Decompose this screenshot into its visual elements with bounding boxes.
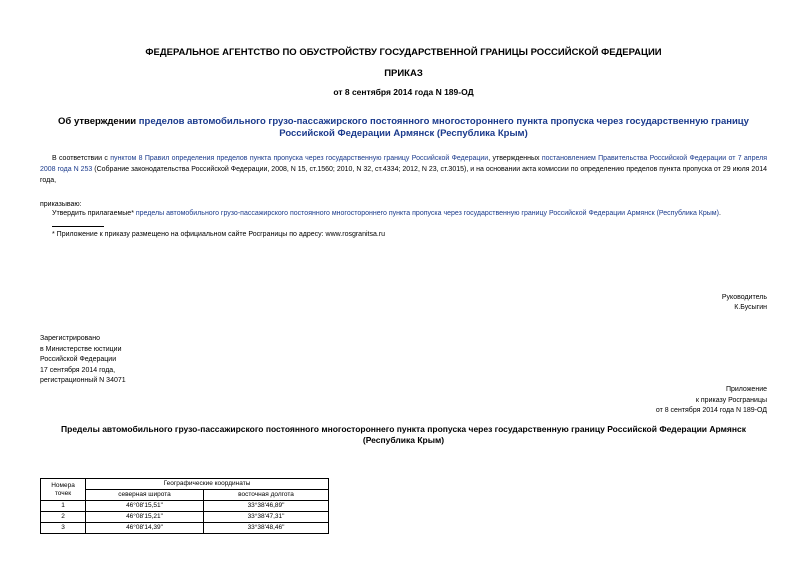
- preamble-text-c: (Собрание законодательства Российской Федерации, 2008, N 15, ст.1560; 2010, N 32, ст.4334; 2012, N 23, ст.3015), и на основании акта комиссии по определению пределов пункта пропуска от 29 июля 2014 года,: [40, 166, 767, 184]
- table-row: [41, 512, 329, 523]
- preamble-text-a: В соответствии с: [52, 155, 111, 162]
- point-number: 3: [41, 523, 86, 534]
- latitude-value: 46°08'15,21": [86, 512, 204, 523]
- subject-link[interactable]: пределов автомобильного грузо-пассажирского постоянного многостороннего пункта пропуска через государственную границу Российской Федерации Армянск (Республика Крым): [138, 116, 749, 139]
- footnote-divider: [52, 226, 104, 227]
- approval-paragraph: [52, 208, 721, 219]
- registration-line-4: 17 сентября 2014 года,: [40, 367, 116, 374]
- header-point-number: Номера точек: [41, 479, 86, 501]
- document-type: ПРИКАЗ: [384, 68, 423, 79]
- point-number: 2: [41, 512, 86, 523]
- document-date-number: от 8 сентября 2014 года N 189-ОД: [333, 87, 474, 97]
- limits-link[interactable]: пределы автомобильного грузо-пассажирского постоянного многостороннего пункта пропуска через государственную границу Российской Федерации Армянск (Республика Крым): [135, 210, 719, 217]
- preamble-text-b: , утвержденных: [488, 155, 542, 162]
- header-geo-coords: Географические координаты: [86, 479, 329, 490]
- rules-link[interactable]: пунктом 8 Правил определения пределов пункта пропуска через государственную границу Российской Федерации: [110, 155, 489, 162]
- longitude-value: 33°38'47,31": [204, 512, 329, 523]
- order-word: приказываю:: [40, 201, 82, 208]
- preamble-paragraph: [40, 153, 767, 186]
- table-row: [41, 523, 329, 534]
- header-longitude: восточная долгота: [204, 490, 329, 501]
- appendix-line-2: к приказу Росграницы: [695, 397, 767, 404]
- table-row: [41, 501, 329, 512]
- coordinates-table: [40, 478, 329, 534]
- approval-text-b: .: [718, 210, 721, 217]
- signature-position: Руководитель: [721, 294, 767, 301]
- order-subject: [40, 116, 767, 140]
- appendix-line-1: Приложение: [725, 386, 767, 393]
- registration-line-5: регистрационный N 34071: [40, 377, 126, 384]
- latitude-value: 46°08'14,39": [86, 523, 204, 534]
- longitude-value: 33°38'48,46": [204, 523, 329, 534]
- footnote: * Приложение к приказу размещено на официальном сайте Росграницы по адресу: www.rosgranitsa.ru: [52, 231, 386, 238]
- header-latitude: северная широта: [86, 490, 204, 501]
- registration-line-1: Зарегистрировано: [40, 335, 100, 342]
- longitude-value: 33°38'46,89": [204, 501, 329, 512]
- government-decree-link[interactable]: постановлением Правительства Российской Федерации от 7 апреля 2008 года N 253: [40, 155, 768, 173]
- approval-text-a: Утвердить прилагаемые*: [52, 210, 136, 217]
- signature-name: К.Бусыгин: [734, 304, 767, 311]
- registration-line-3: Российской Федерации: [40, 356, 117, 363]
- agency-title: ФЕДЕРАЛЬНОЕ АГЕНТСТВО ПО ОБУСТРОЙСТВУ ГОСУДАРСТВЕННОЙ ГРАНИЦЫ РОССИЙСКОЙ ФЕДЕРАЦИИ: [145, 47, 662, 58]
- point-number: 1: [41, 501, 86, 512]
- subject-prefix: Об утверждении: [58, 116, 139, 127]
- appendix-title: Пределы автомобильного грузо-пассажирского постоянного многостороннего пункта пропуска через государственную границу Российской Федерации Армянск (Республика Крым): [61, 424, 746, 445]
- latitude-value: 46°08'15,51": [86, 501, 204, 512]
- appendix-line-3: от 8 сентября 2014 года N 189-ОД: [655, 407, 767, 414]
- registration-line-2: в Министерстве юстиции: [40, 346, 122, 353]
